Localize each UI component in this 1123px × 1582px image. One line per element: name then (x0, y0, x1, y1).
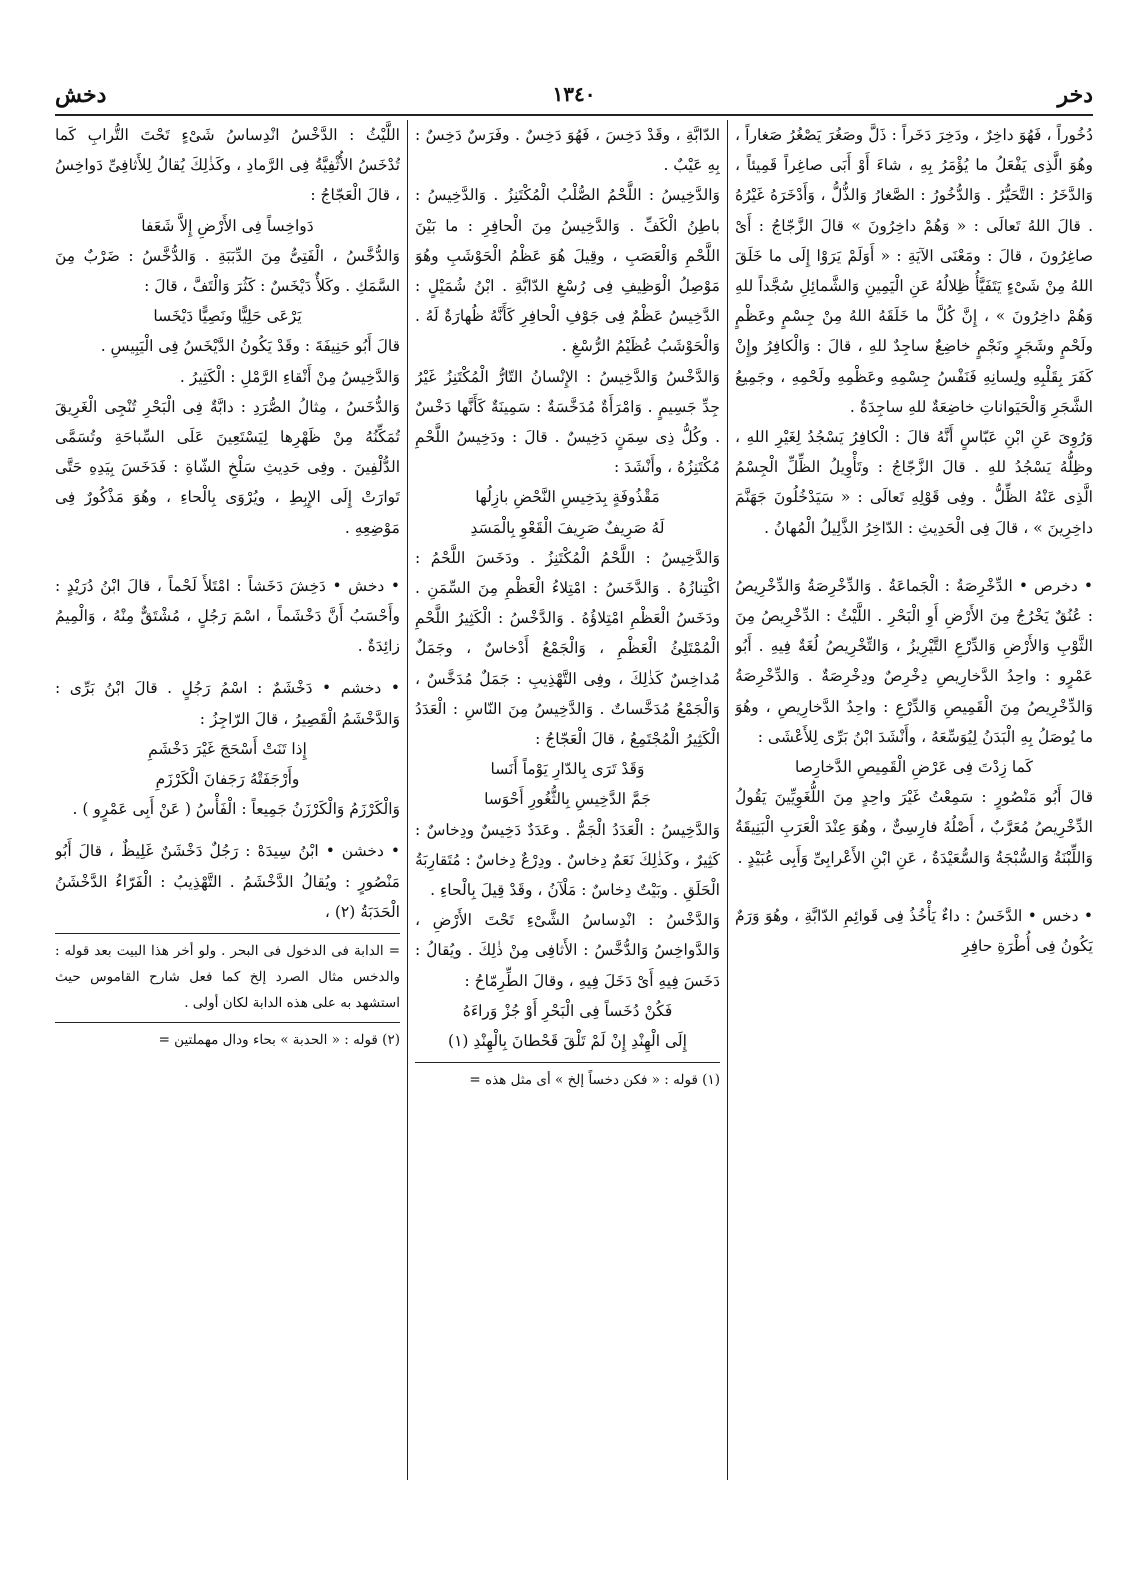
verse-line: مَقْذُوفَةٍ بِدَخِيسِ النَّحْضِ بازِلُها (475, 488, 660, 507)
verse-line: يَرْعَى حَلِيًّا ونَصِيًّا دَيْخَسا (153, 307, 302, 326)
running-head-right: دخر (1057, 82, 1093, 108)
entry-paragraph: • دخش • دَخِشَ دَخَشاً : امْتَلأَ لَحْماً ، قالَ ابْنُ دُرَيْدٍ : وأَحْسَبُ أَنَّ دَخْشَماً ، اسْمَ رَجُلٍ ، مُشْتَقٌّ مِنْهُ ، وَالْمِيمُ زائِدَةٌ . (55, 576, 400, 656)
entry-paragraph: اللَّيْثُ : الدَّخْسُ انْدِساسُ شَىْءٍ تَحْتَ التُّرابِ كَما تُدْخَسُ الأُثْفِيَّةُ فِى الرَّمادِ ، وكَذٰلِكَ يُقالُ لِلأَثافِىِّ دَواخِسُ ، قالَ الْعَجّاجُ : (55, 126, 400, 205)
page-header (55, 78, 1093, 116)
entry-paragraph: الدّابَّةِ ، وقَدْ دَخِسَ ، فَهُوَ دَخِسٌ . وفَرَسٌ دَخِسٌ : بِهِ عَيْبٌ . (415, 126, 720, 175)
entry-paragraph: وَالدُّخَّسُ ، الْفَتِىُّ مِنَ الدِّبَبَةِ . وَالدُّخَّسُ : ضَرْبٌ مِنَ السَّمَكِ . وكَلأٌ دَيْخَسٌ : كَثُرَ وَالْتَفَّ ، قالَ : (55, 246, 400, 296)
verse-line: جَمَّ الدَّخِيسِ بِالثُّغُورِ أَحْوَسا (484, 790, 651, 809)
verse-line: فَكُنْ دُخَساً فِى الْبَحْرِ أَوْ جُزْ وَراءَهُ (462, 1001, 673, 1020)
footnote-rule (55, 1022, 400, 1023)
footnote: = الدابة فى الدخول فى البحر . ولو أخر هذا البيت بعد قوله : والدخس مثال الصرد إلخ كما فعل شارح القاموس حيث استشهد به على هذه الدابة لكان أولى . (55, 943, 400, 1012)
entry-paragraph: وَالدَّخْسُ وَالدَّخِيسُ : الإِنْسانُ التّارُّ الْمُكْتَنِزُ غَيْرُ جِدِّ جَسِيمٍ . وَامْرَأَةٌ مُدَخَّسَةٌ : سَمِينَةٌ كَأَنَّها دَخْسٌ . وكُلُّ ذِى سِمَنٍ دَخِيسٌ . قالَ : ودَخِيسُ اللَّحْمِ مُكْتَنِزُهُ ، وأَنْشَدَ : (415, 367, 720, 477)
column-divider (407, 120, 408, 1480)
footnote-rule (415, 1062, 720, 1063)
entry-paragraph: وَالدَّخِيسُ : اللَّحْمُ الْمُكْتَنِزُ . ودَخَسَ اللَّحْمُ : اكْتِنازُهُ . وَالدَّخَسُ : امْتِلاءُ الْعَظْمِ مِنَ السِّمَنِ . ودَخَسُ الْعَظْمِ امْتِلاؤُهُ . وَالدَّخْسُ : الْكَثِيرُ اللَّحْمِ الْمُمْتَلِئُ الْعَظْمِ ، وَالْجَمْعُ أَدْخاسٌ ، وجَمَلٌ مُداخِسٌ كَذٰلِكَ ، وفِى التَّهْذِيبِ : جَمَلٌ مُدَخَّسٌ ، وَالْجَمْعُ مُدَخَّساتٌ . وَالدَّخِيسُ مِنَ النّاسِ : الْعَدَدُ الْكَثِيرُ الْمُجْتَمِعُ ، قالَ الْعَجّاجُ : (415, 548, 720, 749)
footnote: (١) قوله : « فكن دخساً إلخ » أى مثل هذه = (469, 1072, 720, 1089)
verse-line: وَقَدْ تَرَى بِالدّارِ يَوْماً أَنَسا (490, 760, 645, 779)
entry-paragraph: وَالدَّخِيسُ : الْعَدَدُ الْجَمُّ . وعَدَدٌ دَخِيسٌ ودِخاسٌ : كَثِيرٌ ، وكَذٰلِكَ نَعَمٌ دِخاسٌ . ودِرْعٌ دِخاسٌ : مُتَقارِبَةُ الْحَلَقِ . وبَيْتٌ دِخاسٌ : مَلْآنُ ، وقَدْ قِيلَ بِالْحاءِ . (415, 820, 720, 900)
entry-paragraph: • دخرص • الدِّخْرِصَةُ : الْجَماعَةُ . وَالدِّخْرِصَةُ وَالدِّخْرِيصُ : عُنُقٌ يَخْرُجُ مِنَ الأَرْضِ أَوِ الْبَحْرِ . اللَّيْثُ : الدِّخْرِيصُ مِنَ الثَّوْبِ وَالأَرْضِ وَالدِّرْعِ التَّيْرِيزُ ، وَالتِّخْرِيصُ لُغَةٌ فِيهِ . أَبُو عَمْرٍو : واحِدُ الدَّخارِيصِ دِخْرِصٌ ودِخْرِصَةٌ . وَالدِّخْرِصَةُ وَالدِّخْرِيصُ مِنَ الْقَمِيصِ وَالدِّرْعِ : واحِدُ الدَّخارِيصِ ، وهُوَ ما يُوصَلُ بِهِ الْبَدَنُ لِيُوَسِّعَهُ ، وأَنْشَدَ ابْنُ بَرِّى لِلأَعْشَى : (735, 576, 1093, 746)
column-divider (727, 120, 728, 1480)
verse-line: وأَرْجَفَتْهُ رَجَفانَ الْكَرْزَمِ (155, 770, 300, 789)
entry-paragraph: وَالدَّخِيسُ مِنْ أَنْقاءِ الرَّمْلِ : الْكَثِيرُ . (179, 367, 400, 386)
entry-paragraph: قالَ أَبُو حَنِيفَةَ : وقَدْ يَكُونُ الدَّيْخَسُ فِى الْيَبِيسِ . (100, 337, 400, 356)
entry-paragraph: دُخُوراً ، فَهُوَ داخِرٌ ، ودَخِرَ دَخَراً : ذَلَّ وصَغُرَ يَصْغُرُ صَغاراً ، وهُوَ الَّذِى يَفْعَلُ ما يُؤْمَرُ بِهِ ، شاءَ أَوْ أَبَى صاغِراً قَمِيئاً ، وَالدَّخَرُ : التَّحَيُّرُ . وَالدُّخُورُ : الصَّغارُ وَالذُّلُّ ، وَأَدْخَرَهُ غَيْرُهُ . قالَ اللهُ تَعالَى : « وَهُمْ داخِرُونَ » قالَ الزَّجّاجُ : أَىْ صاغِرُونَ ، قالَ : ومَعْنَى الآيَةِ : « أَوَلَمْ يَرَوْا إِلَى ما خَلَقَ اللهُ مِنْ شَىْءٍ يَتَفَيَّأُ ظِلالُهُ عَنِ الْيَمِينِ وَالشَّمائِلِ سُجَّداً للهِ وَهُمْ داخِرُونَ » ، إِنَّ كُلَّ ما خَلَقَهُ اللهُ مِنْ جِسْمٍ وعَظْمٍ ولَحْمٍ وشَجَرٍ ونَجْمٍ خاضِعٌ ساجِدٌ للهِ ، قالَ : وَالْكافِرُ وإِنْ كَفَرَ بِقَلْبِهِ ولِسانِهِ فَنَفْسُ جِسْمِهِ وعَظْمِهِ ولَحْمِهِ ، وجَمِيعُ الشَّجَرِ وَالْحَيَواناتِ خاضِعَةٌ للهِ ساجِدَةٌ . (735, 126, 1093, 416)
entry-paragraph: وَالدَّخْسُ : انْدِساسُ الشَّىْءِ تَحْتَ الأَرْضِ ، وَالدَّواخِسُ وَالدُّخَّسُ : الأَثافِى مِنْ ذٰلِكَ . ويُقالُ : دَخَسَ فِيهِ أَىْ دَخَلَ فِيهِ ، وقالَ الطِّرِمّاحُ : (415, 911, 720, 990)
verse-line: إِذا تَنَتْ أَسْحَجَ غَيْرَ دَخْشَمِ (148, 739, 307, 758)
entry-paragraph: • دخس • الدَّخَسُ : داءٌ يَأْخُذُ فِى قَوائِمِ الدّابَّةِ ، وهُوَ وَرَمٌ يَكُونُ فِى أُطْرَةِ حافِرِ (735, 906, 1093, 956)
verse-line: كَما زِدْتَ فِى عَرْضِ الْقَمِيصِ الدَّخارِصا (795, 758, 1033, 777)
column-right (735, 120, 1093, 1520)
footnote: (٢) قوله : « الحدبة » بحاء ودال مهملتين = (158, 1032, 400, 1049)
footnote-rule (55, 933, 400, 934)
entry-paragraph: وَالْكَرْزَمُ وَالْكَرْزَنُ جَمِيعاً : الْفَأْسُ ( عَنْ أَبِى عَمْرٍو ) . (72, 800, 400, 819)
page-number: ١٣٤٠ (552, 82, 596, 106)
column-middle (415, 120, 720, 1520)
entry-paragraph: • دخشن • ابْنُ سِيدَهْ : رَجُلٌ دَخْشَنٌ غَلِيظٌ ، قالَ أَبُو مَنْصُورٍ : ويُقالُ الدَّخْشَمُ . التَّهْذِيبُ : الْفَرّاءُ الدَّخْشَنُ الْحَدَبَةُ (٢) ، (55, 842, 400, 921)
entry-paragraph: وَالدَّخِيسُ : اللَّحْمُ الصُّلْبُ الْمُكْتَنِزُ . وَالدَّخِيسُ : باطِنُ الْكَفِّ . وَالدَّخِيسُ مِنَ الْحافِرِ : ما بَيْنَ اللَّحْمِ وَالْعَصَبِ ، وقِيلَ هُوَ عَظْمُ الْحَوْشَبِ وهُوَ مَوْصِلُ الْوَظِيفِ فِى رُسْغِ الدّابَّةِ . ابْنُ شُمَيْلٍ : الدَّخِيسُ عَظْمٌ فِى جَوْفِ الْحافِرِ كَأَنَّهُ ظُهارَةٌ لَهُ . وَالْحَوْشَبُ عُظَيْمُ الرُّسْغِ . (415, 186, 720, 356)
entry-paragraph: قالَ أَبُو مَنْصُورٍ : سَمِعْتُ غَيْرَ واحِدٍ مِنَ اللُّغَوِيِّينَ يَقُولُ الدِّخْرِيصُ مُعَرَّبٌ ، أَصْلُهُ فارِسِىٌّ ، وهُوَ عِنْدَ الْعَرَبِ الْبَنِيقَةُ وَاللِّبْنَةُ وَالسُّبْجَةُ وَالسُّعَيْدَةُ ، عَنِ ابْنِ الأَعْرابِىِّ وَأَبِى عُبَيْدٍ . (735, 788, 1093, 867)
entry-paragraph: وَالدُّخَسُ ، مِثالُ الصُّرَدِ : دابَّةٌ فِى الْبَحْرِ تُنْجِى الْغَرِيقَ تُمَكِّنُهُ مِنْ ظَهْرِها لِيَسْتَعِينَ عَلَى السِّباحَةِ وتُسَمَّى الدُّلْفِينَ . وفِى حَدِيثِ سَلْخِ الشّاةِ : فَدَخَسَ بِيَدِهِ حَتَّى تَوارَتْ إِلَى الإِبِطِ ، ويُرْوَى بِالْحاءِ ، وهُوَ مَذْكُورٌ فِى مَوْضِعِهِ . (55, 397, 400, 537)
column-left (55, 120, 400, 1520)
verse-line: لَهُ صَرِيفٌ صَرِيفَ الْقَعْوِ بِالْمَسَدِ (470, 518, 665, 537)
verse-line: إِلَى الْهِنْدِ إِنْ لَمْ تَلْقَ قَحْطانَ بِالْهِنْدِ (١) (448, 1032, 687, 1051)
entry-paragraph: • دخشم • دَخْشَمٌ : اسْمُ رَجُلٍ . قالَ ابْنُ بَرِّى : وَالدَّخْشَمُ الْقَصِيرُ ، قالَ الرّاجِزُ : (55, 679, 400, 728)
running-head-left: دخش (55, 82, 107, 108)
verse-line: دَواخِساً فِى الأَرْضِ إِلاَّ شَعَفا (141, 216, 314, 235)
entry-paragraph: وَرُوِىَ عَنِ ابْنِ عَبّاسٍ أَنَّهُ قالَ : الْكافِرُ يَسْجُدُ لِغَيْرِ اللهِ ، وظِلُّهُ يَسْجُدُ للهِ . قالَ الزَّجّاجُ : وتَأْوِيلُ الظِّلِّ الْجِسْمُ الَّذِى عَنْهُ الظِّلُّ . وفِى قَوْلِهِ تَعالَى : « سَيَدْخُلُونَ جَهَنَّمَ داخِرِينَ » ، قالَ فِى الْحَدِيثِ : الدّاخِرُ الذَّلِيلُ الْمُهانُ . (735, 428, 1093, 537)
